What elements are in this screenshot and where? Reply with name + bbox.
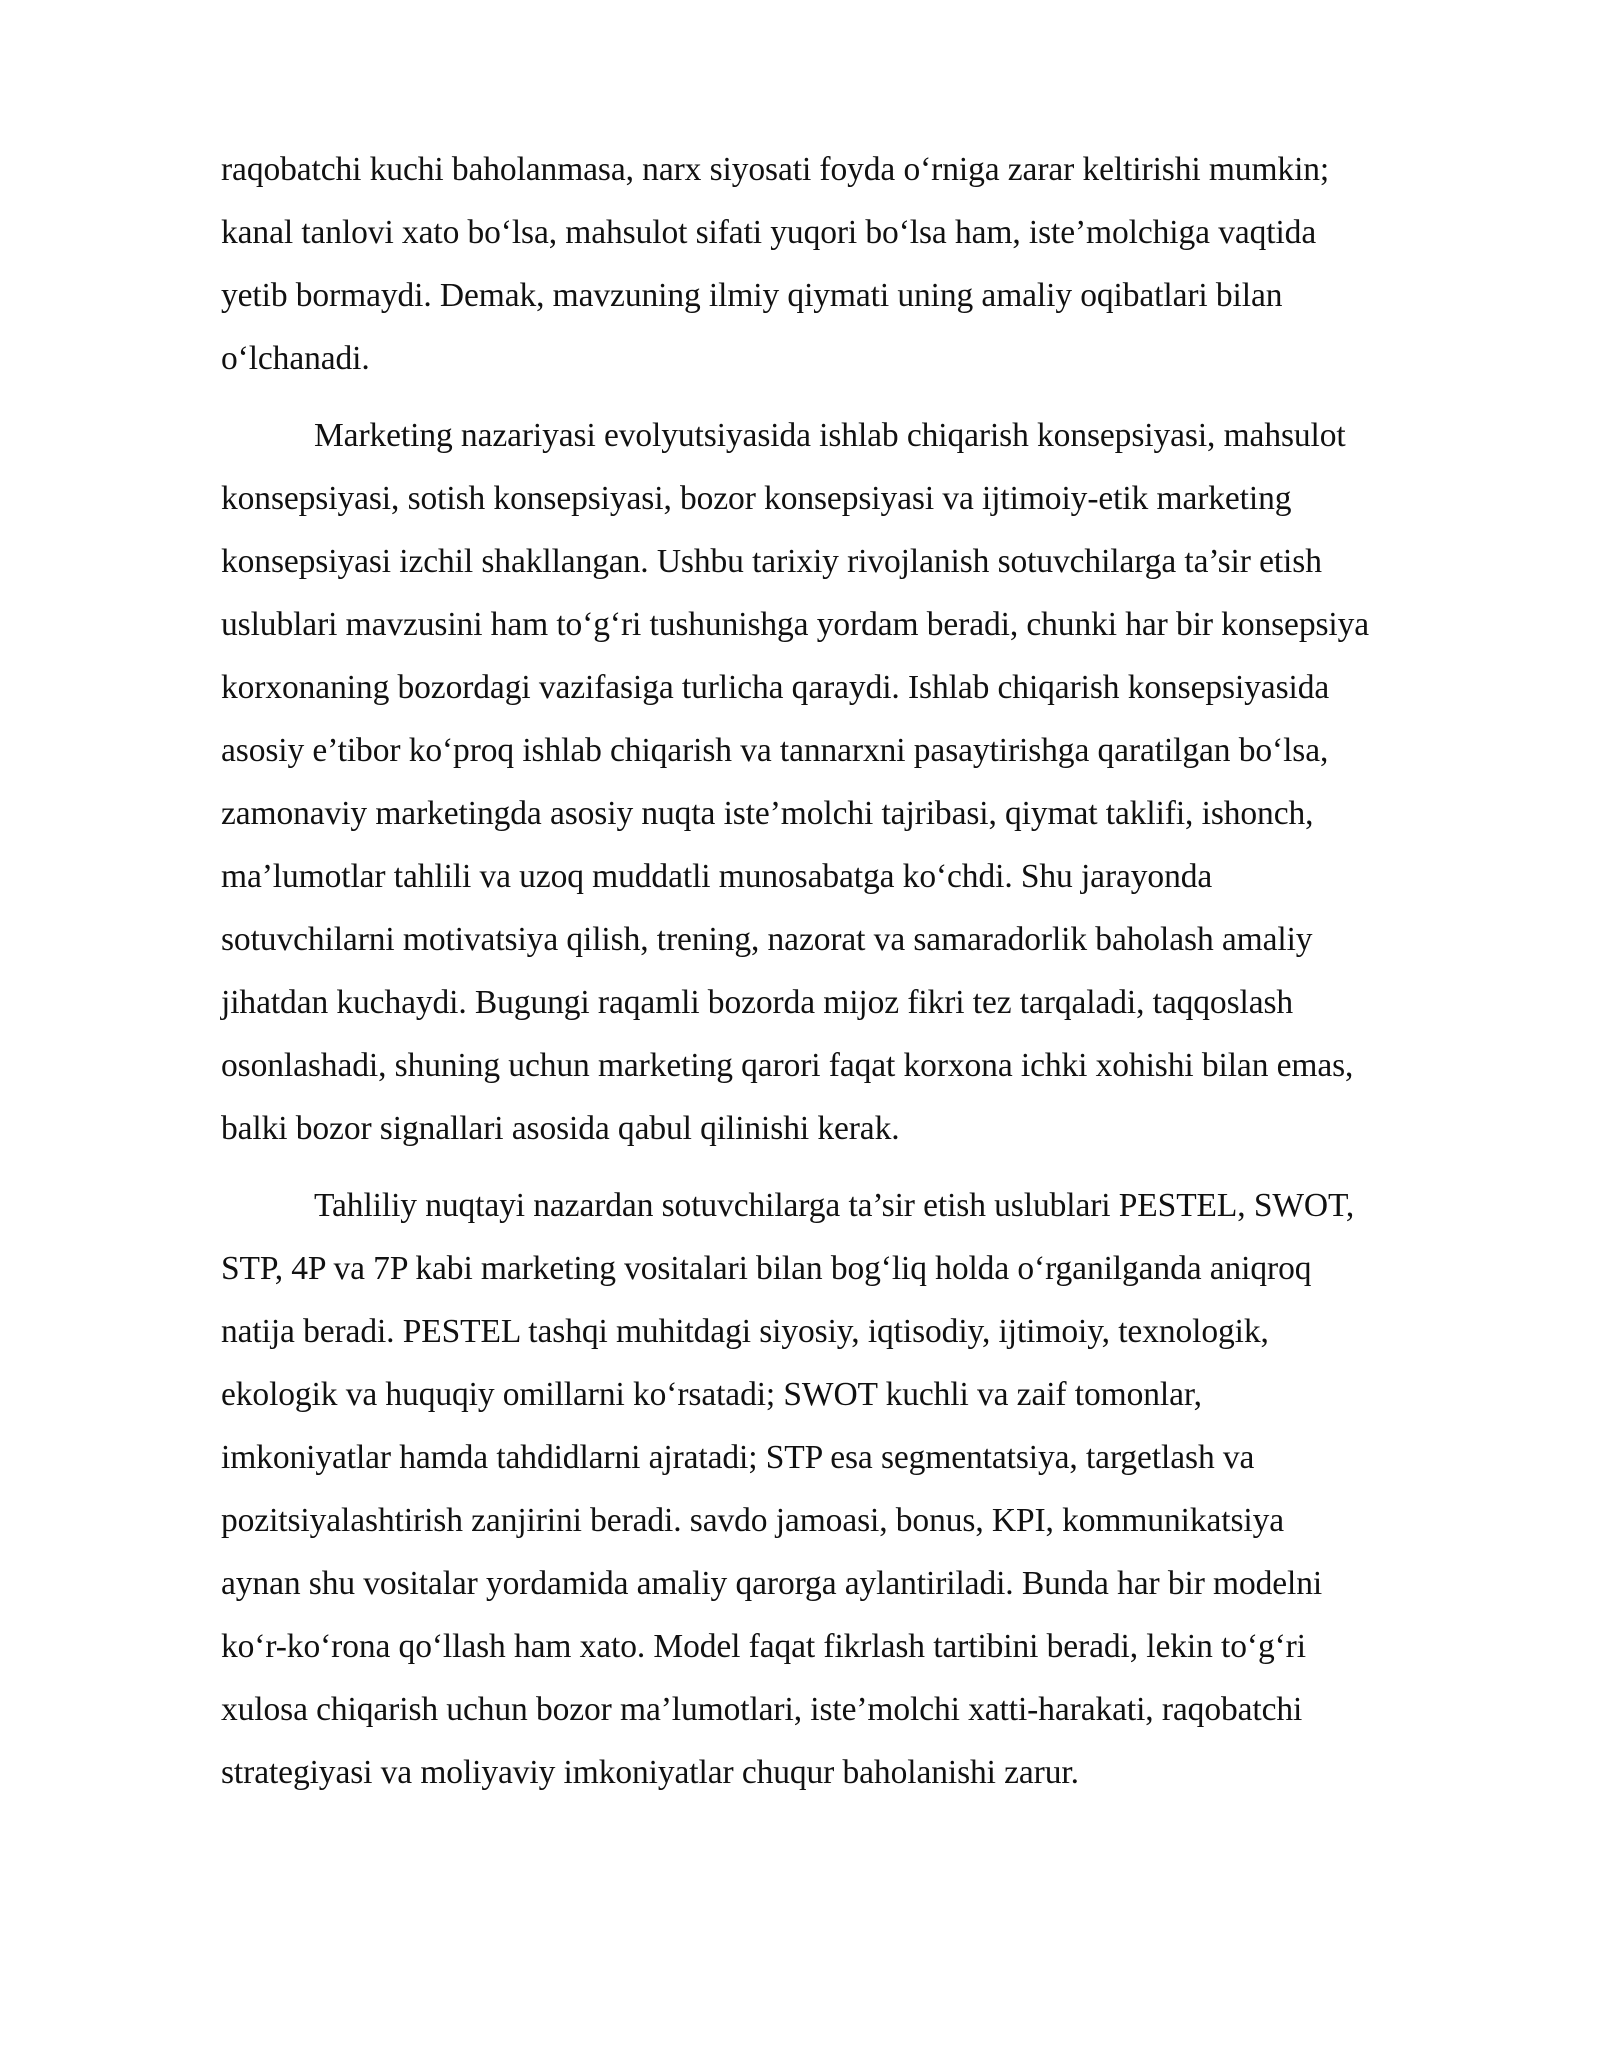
paragraph-3 [221, 1174, 1484, 1804]
text-line: STP, 4P va 7P kabi marketing vositalari bilan bog‘liq holda o‘rganilganda aniqroq [221, 1250, 1312, 1287]
text-line: natija beradi. PESTEL tashqi muhitdagi siyosiy, iqtisodiy, ijtimoiy, texnologik, [221, 1313, 1269, 1350]
text-line: konsepsiyasi izchil shakllangan. Ushbu tarixiy rivojlanish sotuvchilarga ta’sir etish [221, 543, 1322, 580]
text-line: pozitsiyalashtirish zanjirini beradi. savdo jamoasi, bonus, KPI, kommunikatsiya [221, 1502, 1285, 1539]
text-line: kanal tanlovi xato bo‘lsa, mahsulot sifati yuqori bo‘lsa ham, iste’molchiga vaqtida [221, 214, 1317, 251]
text-line: Tahliliy nuqtayi nazardan sotuvchilarga ta’sir etish uslublari PESTEL, SWOT, [314, 1187, 1355, 1224]
text-line: osonlashadi, shuning uchun marketing qarori faqat korxona ichki xohishi bilan emas, [221, 1047, 1354, 1084]
text-line: zamonaviy marketingda asosiy nuqta iste’molchi tajribasi, qiymat taklifi, ishonch, [221, 795, 1314, 832]
text-line: balki bozor signallari asosida qabul qilinishi kerak. [221, 1110, 900, 1147]
text-line: o‘lchanadi. [221, 340, 370, 377]
text-line: sotuvchilarni motivatsiya qilish, trening, nazorat va samaradorlik baholash amaliy [221, 921, 1313, 958]
text-line: ko‘r-ko‘rona qo‘llash ham xato. Model faqat fikrlash tartibini beradi, lekin to‘g‘ri [221, 1628, 1306, 1665]
text-line: raqobatchi kuchi baholanmasa, narx siyosati foyda o‘rniga zarar keltirishi mumkin; [221, 151, 1330, 188]
text-line: ekologik va huquqiy omillarni ko‘rsatadi; SWOT kuchli va zaif tomonlar, [221, 1376, 1202, 1413]
text-line: konsepsiyasi, sotish konsepsiyasi, bozor konsepsiyasi va ijtimoiy-etik marketing [221, 480, 1292, 517]
document-body [221, 138, 1484, 1818]
text-line: xulosa chiqarish uchun bozor ma’lumotlari, iste’molchi xatti-harakati, raqobatchi [221, 1691, 1303, 1728]
paragraph-1 [221, 138, 1484, 390]
text-line: asosiy e’tibor ko‘proq ishlab chiqarish va tannarxni pasaytirishga qaratilgan bo‘lsa, [221, 732, 1329, 769]
text-line: strategiyasi va moliyaviy imkoniyatlar chuqur baholanishi zarur. [221, 1754, 1079, 1791]
text-line: Marketing nazariyasi evolyutsiyasida ishlab chiqarish konsepsiyasi, mahsulot [314, 417, 1346, 454]
text-line: ma’lumotlar tahlili va uzoq muddatli munosabatga ko‘chdi. Shu jarayonda [221, 858, 1213, 895]
text-line: aynan shu vositalar yordamida amaliy qarorga aylantiriladi. Bunda har bir modelni [221, 1565, 1323, 1602]
text-line: jihatdan kuchaydi. Bugungi raqamli bozorda mijoz fikri tez tarqaladi, taqqoslash [221, 984, 1294, 1021]
text-line: korxonaning bozordagi vazifasiga turlicha qaraydi. Ishlab chiqarish konsepsiyasida [221, 669, 1330, 706]
text-line: uslublari mavzusini ham to‘g‘ri tushunishga yordam beradi, chunki har bir konsepsiya [221, 606, 1370, 643]
paragraph-2 [221, 404, 1484, 1160]
text-line: yetib bormaydi. Demak, mavzuning ilmiy qiymati uning amaliy oqibatlari bilan [221, 277, 1283, 314]
text-line: imkoniyatlar hamda tahdidlarni ajratadi; STP esa segmentatsiya, targetlash va [221, 1439, 1255, 1476]
